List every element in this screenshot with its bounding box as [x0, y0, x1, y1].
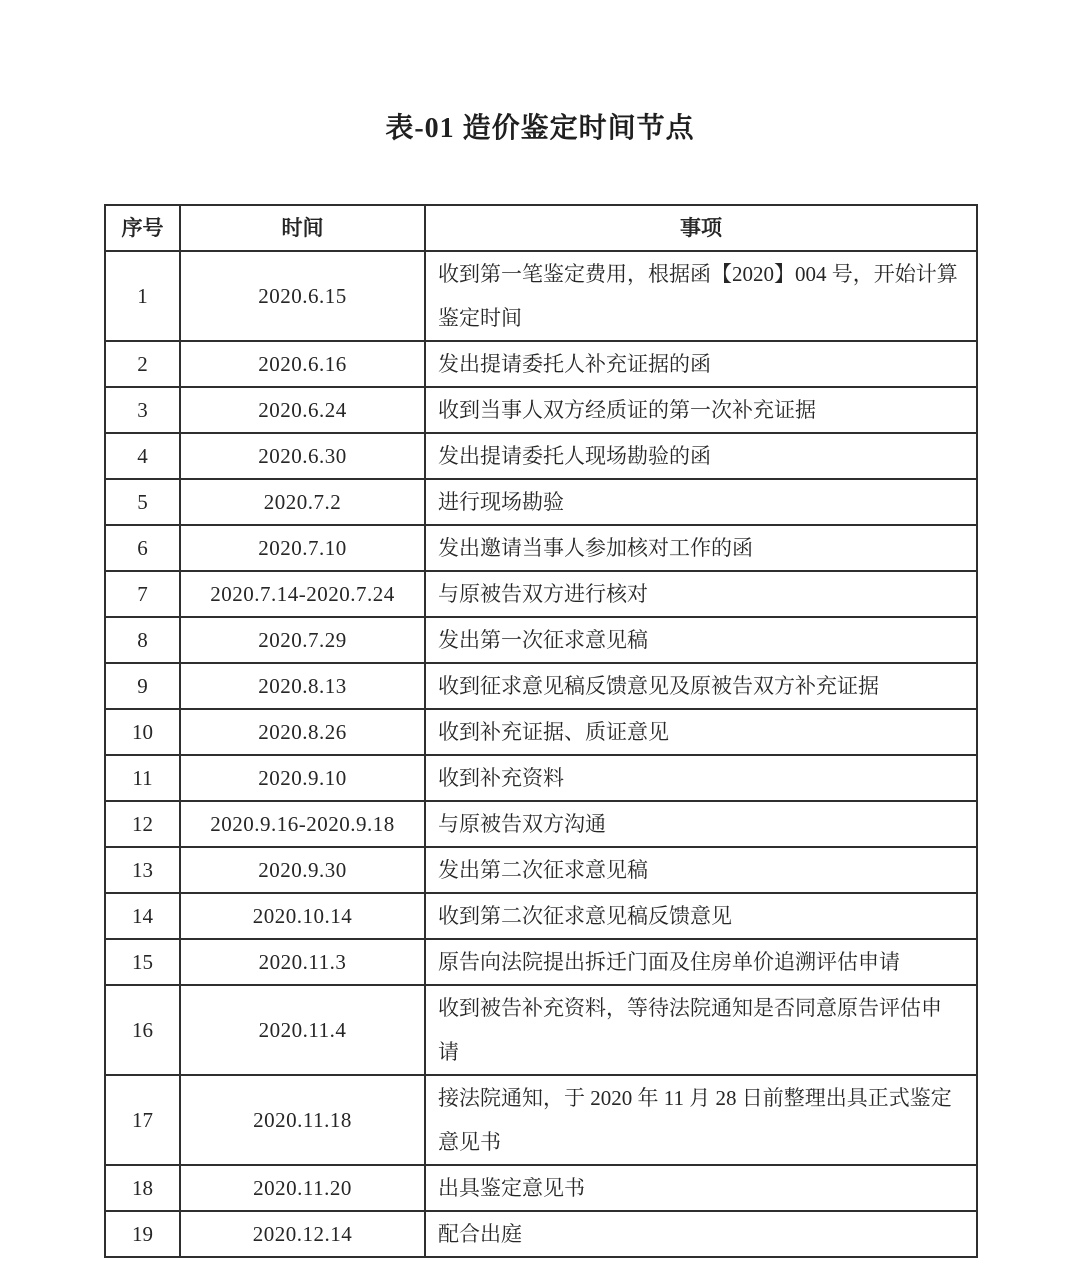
- table-row: [105, 939, 977, 985]
- row-number: 5: [105, 479, 180, 525]
- row-event: 出具鉴定意见书: [425, 1165, 977, 1211]
- row-event: 进行现场勘验: [425, 479, 977, 525]
- row-date: 2020.11.4: [180, 985, 425, 1075]
- row-date: 2020.11.20: [180, 1165, 425, 1211]
- table-row: [105, 525, 977, 571]
- appraisal-timeline-table: [104, 204, 978, 1258]
- row-date: 2020.11.3: [180, 939, 425, 985]
- table-row: [105, 479, 977, 525]
- table-header-row: [105, 205, 977, 251]
- row-event: 发出邀请当事人参加核对工作的函: [425, 525, 977, 571]
- row-number: 11: [105, 755, 180, 801]
- row-number: 16: [105, 985, 180, 1075]
- row-number: 8: [105, 617, 180, 663]
- row-event: 接法院通知，于 2020 年 11 月 28 日前整理出具正式鉴定意见书: [425, 1075, 977, 1165]
- row-event: 与原被告双方进行核对: [425, 571, 977, 617]
- row-date: 2020.10.14: [180, 893, 425, 939]
- row-number: 6: [105, 525, 180, 571]
- row-number: 4: [105, 433, 180, 479]
- row-number: 13: [105, 847, 180, 893]
- page-title: 表-01 造价鉴定时间节点: [385, 113, 695, 144]
- row-event: 发出提请委托人现场勘验的函: [425, 433, 977, 479]
- row-number: 1: [105, 251, 180, 341]
- row-date: 2020.7.2: [180, 479, 425, 525]
- row-date: 2020.7.29: [180, 617, 425, 663]
- row-event: 收到第一笔鉴定费用，根据函【2020】004 号，开始计算鉴定时间: [425, 251, 977, 341]
- table-row: [105, 433, 977, 479]
- table-row: [105, 893, 977, 939]
- row-event: 发出第一次征求意见稿: [425, 617, 977, 663]
- row-number: 15: [105, 939, 180, 985]
- row-date: 2020.6.15: [180, 251, 425, 341]
- row-event: 发出提请委托人补充证据的函: [425, 341, 977, 387]
- row-date: 2020.12.14: [180, 1211, 425, 1257]
- table-row: [105, 755, 977, 801]
- row-event: 与原被告双方沟通: [425, 801, 977, 847]
- table-row: [105, 1165, 977, 1211]
- row-event: 收到第二次征求意见稿反馈意见: [425, 893, 977, 939]
- row-number: 10: [105, 709, 180, 755]
- row-number: 2: [105, 341, 180, 387]
- row-date: 2020.6.30: [180, 433, 425, 479]
- row-event: 原告向法院提出拆迁门面及住房单价追溯评估申请: [425, 939, 977, 985]
- row-event: 收到补充资料: [425, 755, 977, 801]
- row-number: 17: [105, 1075, 180, 1165]
- table-row: [105, 387, 977, 433]
- column-header-time: 时间: [180, 205, 425, 251]
- row-event: 发出第二次征求意见稿: [425, 847, 977, 893]
- row-date: 2020.7.14-2020.7.24: [180, 571, 425, 617]
- row-number: 14: [105, 893, 180, 939]
- row-event: 收到征求意见稿反馈意见及原被告双方补充证据: [425, 663, 977, 709]
- column-header-index: 序号: [105, 205, 180, 251]
- table-row: [105, 251, 977, 341]
- row-date: 2020.7.10: [180, 525, 425, 571]
- row-date: 2020.9.16-2020.9.18: [180, 801, 425, 847]
- row-date: 2020.8.13: [180, 663, 425, 709]
- row-number: 9: [105, 663, 180, 709]
- row-date: 2020.11.18: [180, 1075, 425, 1165]
- row-number: 12: [105, 801, 180, 847]
- row-number: 19: [105, 1211, 180, 1257]
- row-event: 收到被告补充资料，等待法院通知是否同意原告评估申请: [425, 985, 977, 1075]
- table-row: [105, 801, 977, 847]
- row-date: 2020.9.30: [180, 847, 425, 893]
- table-row: [105, 709, 977, 755]
- table-row: [105, 847, 977, 893]
- column-header-event: 事项: [425, 205, 977, 251]
- row-date: 2020.9.10: [180, 755, 425, 801]
- table-row: [105, 617, 977, 663]
- row-number: 18: [105, 1165, 180, 1211]
- row-date: 2020.6.24: [180, 387, 425, 433]
- table-row: [105, 663, 977, 709]
- table-row: [105, 341, 977, 387]
- row-date: 2020.8.26: [180, 709, 425, 755]
- row-event: 收到当事人双方经质证的第一次补充证据: [425, 387, 977, 433]
- row-event: 收到补充证据、质证意见: [425, 709, 977, 755]
- row-event: 配合出庭: [425, 1211, 977, 1257]
- table-row: [105, 1075, 977, 1165]
- table-row: [105, 1211, 977, 1257]
- row-number: 7: [105, 571, 180, 617]
- table-row: [105, 985, 977, 1075]
- table-row: [105, 571, 977, 617]
- row-date: 2020.6.16: [180, 341, 425, 387]
- row-number: 3: [105, 387, 180, 433]
